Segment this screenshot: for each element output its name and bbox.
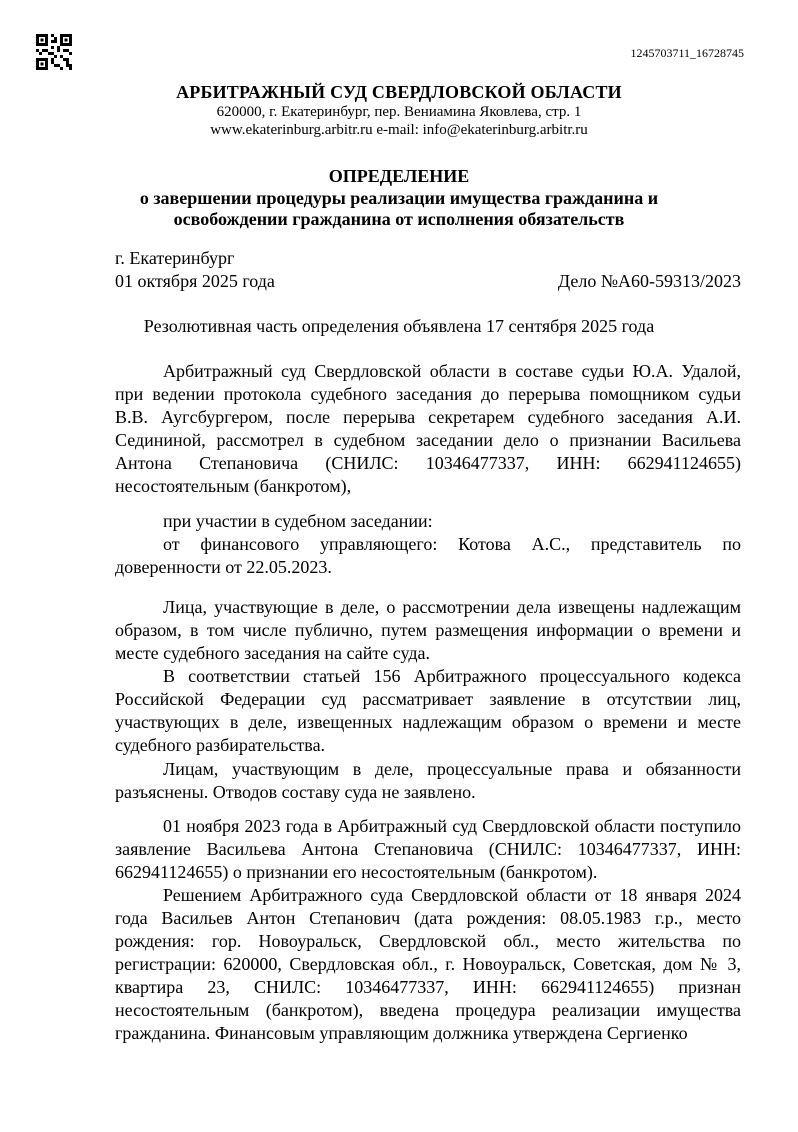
- court-contacts: www.ekaterinburg.arbitr.ru e-mail: info@ekaterinburg.arbitr.ru: [210, 122, 588, 138]
- announcement-note: Резолютивная часть определения объявлена 17 сентября 2025 года: [143, 316, 655, 336]
- city: г. Екатеринбург: [115, 248, 235, 268]
- paragraph-application: 01 ноября 2023 года в Арбитражный суд Свердловской области поступило заявление Васильева Антона Степановича (СНИЛС: 10346477337, ИНН: 662941124655) о признании его несостоятельным (банкротом).: [115, 816, 741, 882]
- document-subtitle-line2: освобождении гражданина от исполнения обязательств: [173, 209, 625, 229]
- paragraph-participants: от финансового управляющего: Котова А.С., представитель по доверенности от 22.05.2023.: [115, 534, 741, 577]
- paragraph-court-composition: Арбитражный суд Свердловской области в составе судьи Ю.А. Удалой, при ведении протокола судебного заседания до перерыва помощником судьи В.В. Аугсбургером, после перерыва секретарем судебного заседания А.И. Седининой, рассмотрел в судебном заседании дело о признании Васильева Антона Степановича (СНИЛС: 10346477337, ИНН: 662941124655) несостоятельным (банкротом),: [115, 361, 741, 496]
- paragraph-rights: Лицам, участвующим в деле, процессуальные права и обязанности разъяснены. Отводов составу суда не заявлено.: [115, 759, 741, 802]
- document-subtitle-line1: о завершении процедуры реализации имущества гражданина и: [139, 188, 659, 208]
- court-name: АРБИТРАЖНЫЙ СУД СВЕРДЛОВСКОЙ ОБЛАСТИ: [176, 82, 622, 102]
- paragraph-article-156: В соответствии статьей 156 Арбитражного процессуального кодекса Российской Федерации суд рассматривает заявление в отсутствии лиц, участвующих в деле, извещенных надлежащим образом о времени и месте судебного разбирательства.: [115, 666, 741, 755]
- case-number: Дело №А60-59313/2023: [557, 271, 741, 291]
- paragraph-notice: Лица, участвующие в деле, о рассмотрении дела извещены надлежащим образом, в том числе публично, путем размещения информации о времени и месте судебного заседания на сайте суда.: [115, 597, 741, 663]
- qr-code: [36, 34, 72, 70]
- document-date: 01 октября 2025 года: [115, 271, 275, 291]
- document-title: ОПРЕДЕЛЕНИЕ: [328, 166, 470, 186]
- document-id: 1245703711_16728745: [630, 46, 744, 60]
- paragraph-participants-heading: при участии в судебном заседании:: [163, 511, 433, 531]
- court-address: 620000, г. Екатеринбург, пер. Вениамина Яковлева, стр. 1: [216, 104, 582, 120]
- paragraph-decision: Решением Арбитражного суда Свердловской области от 18 января 2024 года Васильев Антон Степанович (дата рождения: 08.05.1983 г.р., место рождения: гор. Новоуральск, Свердловской обл., место жительства по регистрации: 620000, Свердловская обл., г. Новоуральск, Советская, дом № 3, квартира 23, СНИЛС: 10346477337, ИНН: 662941124655) признан несостоятельным (банкротом), введена процедура реализации имущества гражданина. Финансовым управляющим должника утверждена Сергиенко: [115, 885, 741, 1043]
